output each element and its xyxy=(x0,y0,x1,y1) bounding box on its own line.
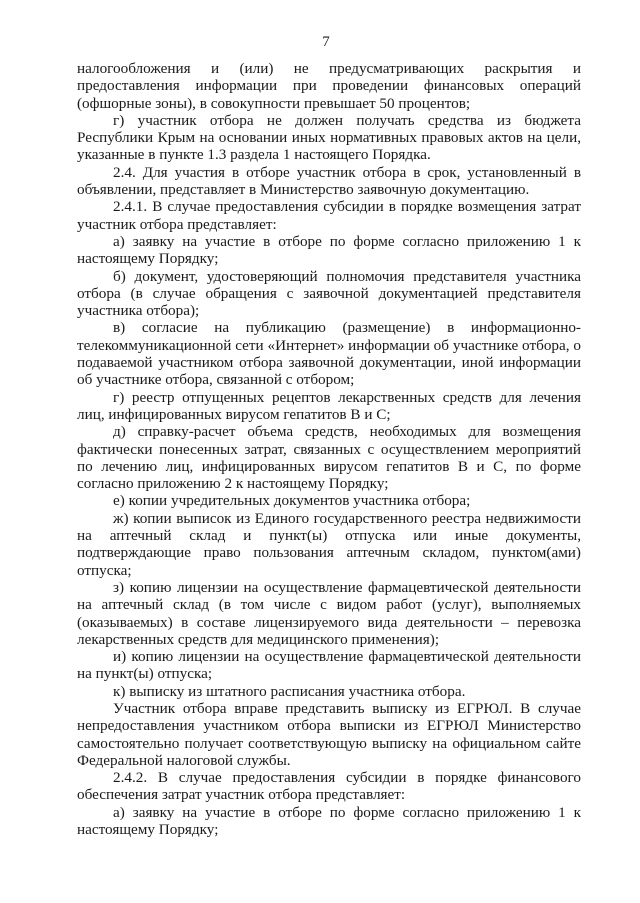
paragraph-2-4-1-i: и) копию лицензии на осуществление фармацевтической деятельности на пункт(ы) отпуска; xyxy=(77,648,581,683)
paragraph-2-4-1-a: а) заявку на участие в отборе по форме согласно приложению 1 к настоящему Порядку; xyxy=(77,232,581,268)
document-body xyxy=(77,60,581,838)
paragraph-2-4-1-g: г) реестр отпущенных рецептов лекарственных средств для лечения лиц, инфицированных вирусом гепатитов В и С; xyxy=(77,388,581,423)
paragraph-2-4-1-e: е) копии учредительных документов участника отбора; xyxy=(113,492,471,510)
paragraph-2-4-2-a: а) заявку на участие в отборе по форме согласно приложению 1 к настоящему Порядку; xyxy=(77,803,581,839)
paragraph-2-4-1-v: в) согласие на публикацию (размещение) в информационно-телекоммуникационной сети «Интернет» информации об участнике отбора, о подаваемой участником отбора заявочной документации, иной информации об участнике отбора, связанной с отбором; xyxy=(77,319,581,389)
paragraph-2-4-1-d: д) справку-расчет объема средств, необходимых для возмещения фактически понесенных затрат, связанных с осуществлением мероприятий по лечению лиц, инфицированных вирусом гепатитов В и С, по форме согласно приложению 2 к настоящему Порядку; xyxy=(77,423,581,493)
paragraph-2-4-1-zh: ж) копии выписок из Единого государственного реестра недвижимости на аптечный склад и пункт(ы) отпуска или иные документы, подтверждающие право пользования аптечным складом, пунктом(ами) отпуска; xyxy=(77,509,581,579)
paragraph-2-4-1-k: к) выписку из штатного расписания участника отбора. xyxy=(113,682,466,700)
paragraph-2-4-1: 2.4.1. В случае предоставления субсидии в порядке возмещения затрат участник отбора представляет: xyxy=(77,198,581,233)
paragraph-egrul: Участник отбора вправе представить выписку из ЕГРЮЛ. В случае непредоставления участником отбора выписки из ЕГРЮЛ Министерство самостоятельно получает соответствующую выписку на официальном сайте Федеральной налоговой службы. xyxy=(77,699,581,769)
paragraph-2-4-1-b: б) документ, удостоверяющий полномочия представителя участника отбора (в случае обращения с заявочной документацией представителя участника отбора); xyxy=(77,267,581,320)
paragraph-2-4-2: 2.4.2. В случае предоставления субсидии в порядке финансового обеспечения затрат участник отбора представляет: xyxy=(77,769,581,804)
page-number: 7 xyxy=(322,34,330,50)
paragraph-continuation: налогообложения и (или) не предусматривающих раскрытия и предоставления информации при проведении финансовых операций (офшорные зоны), в совокупности превышает 50 процентов; xyxy=(77,60,581,112)
paragraph-2-4-1-z: з) копию лицензии на осуществление фармацевтической деятельности на аптечный склад (в том числе с видом работ (услуг), выполняемых (оказываемых) в составе лицензируемого вида деятельности – перевозка лекарственных средств для медицинского применения); xyxy=(77,578,581,648)
paragraph-item-g: г) участник отбора не должен получать средства из бюджета Республики Крым на основании иных нормативных правовых актов на цели, указанные в пункте 1.3 раздела 1 настоящего Порядка. xyxy=(77,111,581,164)
paragraph-2-4: 2.4. Для участия в отборе участник отбора в срок, установленный в объявлении, представляет в Министерство заявочную документацию. xyxy=(77,163,581,199)
